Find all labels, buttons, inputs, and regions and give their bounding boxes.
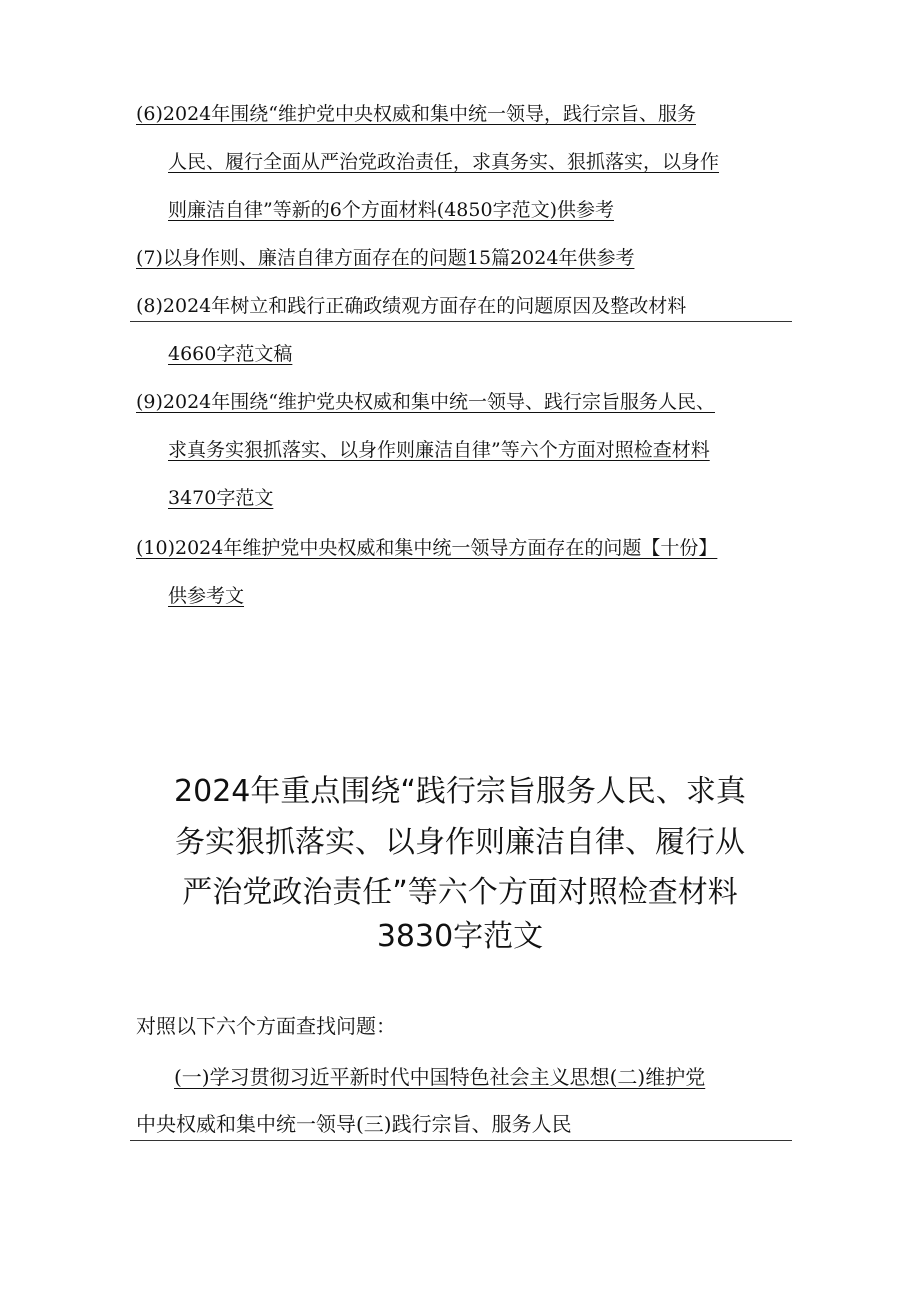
toc-item-9-line-3[interactable]: 3470字范文 [168, 487, 274, 509]
toc-item-8-line-1[interactable]: (8)2024年树立和践行正确政绩观方面存在的问题原因及整改材料 [136, 295, 687, 317]
toc-item-7-line-1[interactable]: (7)以身作则、廉洁自律方面存在的问题15篇2024年供参考 [136, 247, 635, 269]
body-line-1[interactable]: (一)学习贯彻习近平新时代中国特色社会主义思想(二)维护党 [174, 1065, 706, 1089]
body-intro: 对照以下六个方面查找问题： [136, 1014, 396, 1038]
doc-title-line-1: 2024年重点围绕“践行宗旨服务人民、求真 [174, 774, 746, 809]
toc-item-10-line-1[interactable]: (10)2024年维护党中央权威和集中统一领导方面存在的问题【十份】 [136, 537, 718, 559]
toc-item-8-line-2[interactable]: 4660字范文稿 [168, 343, 293, 365]
body-line-2: 中央权威和集中统一领导(三)践行宗旨、服务人民 [136, 1112, 572, 1136]
toc-item-6-line-3[interactable]: 则廉洁自律”等新的6个方面材料(4850字范文)供参考 [168, 199, 614, 221]
doc-title-line-4: 3830字范文 [376, 919, 544, 954]
toc-item-9-line-2[interactable]: 求真务实狠抓落实、以身作则廉洁自律”等六个方面对照检查材料 [168, 439, 710, 461]
toc-item-8-rule [130, 321, 792, 322]
toc-item-6-line-1[interactable]: (6)2024年围绕“维护党中央权威和集中统一领导，践行宗旨、服务 [136, 103, 696, 125]
toc-item-9-line-1[interactable]: (9)2024年围绕“维护党央权威和集中统一领导、践行宗旨服务人民、 [136, 391, 715, 413]
toc-item-10-line-2[interactable]: 供参考文 [168, 585, 245, 607]
doc-title-line-2: 务实狠抓落实、以身作则廉洁自律、履行从 [175, 825, 745, 860]
doc-title-line-3: 严治党政治责任”等六个方面对照检查材料 [182, 875, 738, 910]
toc-item-6-line-2[interactable]: 人民、履行全面从严治党政治责任，求真务实、狠抓落实，以身作 [168, 151, 720, 173]
body-rule [130, 1140, 792, 1141]
